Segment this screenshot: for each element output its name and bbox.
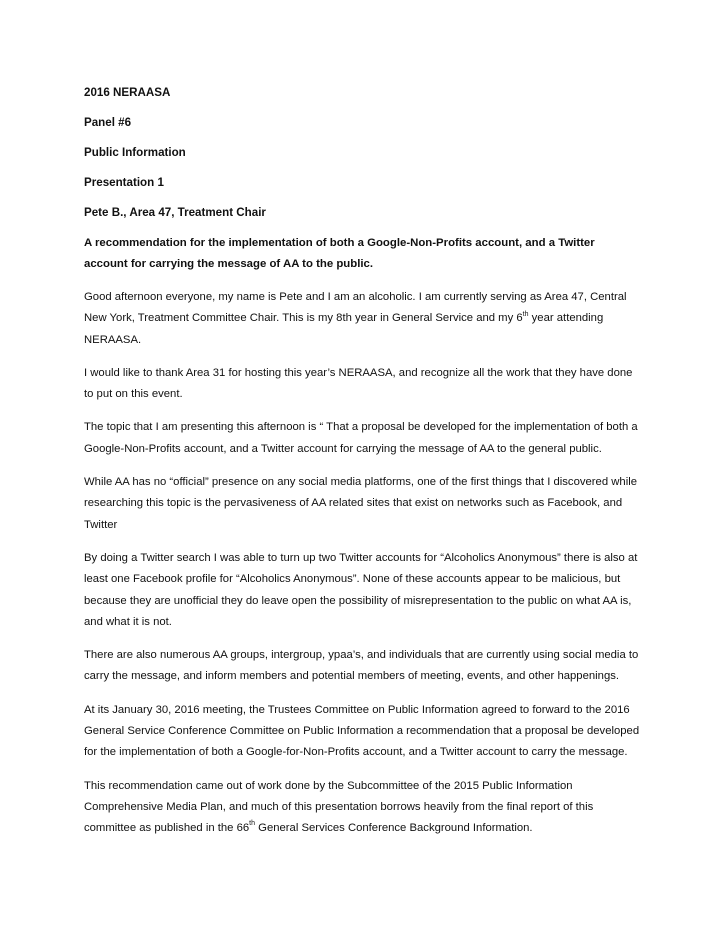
- paragraph-twitter-search: By doing a Twitter search I was able to turn up two Twitter accounts for “Alcoholics Anonymous” there is also at least one Facebook profile for “Alcoholics Anonymous”. None of these accounts appear to be malicious, but because they are unofficial they do leave open the possibility of misrepresentation to the public on what AA is, and what it is not.: [84, 551, 638, 628]
- ordinal-suffix: th: [522, 310, 529, 318]
- paragraph-social-presence: While AA has no “official” presence on any social media platforms, one of the first things that I discovered while researching this topic is the pervasiveness of AA related sites that exist on networks such as Facebook, and Twitter: [84, 476, 637, 531]
- paragraph-thanks: I would like to thank Area 31 for hosting this year’s NERAASA, and recognize all the work that they have done to put on this event.: [84, 366, 633, 401]
- ordinal-suffix: th: [249, 820, 256, 828]
- presentation-number: Presentation 1: [84, 176, 164, 189]
- recommendation-headline: A recommendation for the implementation of both a Google-Non-Profits account, and a Twitter account for carrying the message of AA to the public.: [84, 237, 595, 270]
- paragraph-origin: [84, 776, 640, 840]
- paragraph-origin-text: This recommendation came out of work done by the Subcommittee of the 2015 Public Information Comprehensive Media Plan, and much of this presentation borrows heavily from the final report of this committee as published in the 66: [84, 779, 594, 835]
- paragraph-introduction-text: Good afternoon everyone, my name is Pete and I am an alcoholic. I am currently serving as Area 47, Central New York, Treatment Committee Chair. This is my 8th year in General Service and my 6: [84, 291, 627, 325]
- paragraph-introduction-end: year attending NERAASA.: [84, 312, 604, 346]
- paragraph-topic: The topic that I am presenting this afternoon is “ That a proposal be developed for the implementation of both a Google-Non-Profits account, and a Twitter account for carrying the message of AA to the general public.: [84, 421, 638, 455]
- paragraph-introduction: [84, 287, 640, 351]
- presenter-line: Pete B., Area 47, Treatment Chair: [84, 206, 266, 219]
- paragraph-groups-usage: There are also numerous AA groups, intergroup, ypaa’s, and individuals that are currently using social media to carry the message, and inform members and potential members of meeting, events, and other happenings.: [84, 649, 639, 683]
- panel-topic: Public Information: [84, 146, 186, 159]
- paragraph-trustees-meeting: At its January 30, 2016 meeting, the Trustees Committee on Public Information agreed to forward to the 2016 General Service Conference Committee on Public Information a recommendation that a proposal be developed for the implementation of both a Google-for-Non-Profits account, and a Twitter account to carry the message.: [84, 703, 640, 759]
- conference-title: 2016 NERAASA: [84, 86, 171, 99]
- paragraph-origin-end: General Services Conference Background Information.: [255, 822, 533, 835]
- panel-number: Panel #6: [84, 116, 132, 129]
